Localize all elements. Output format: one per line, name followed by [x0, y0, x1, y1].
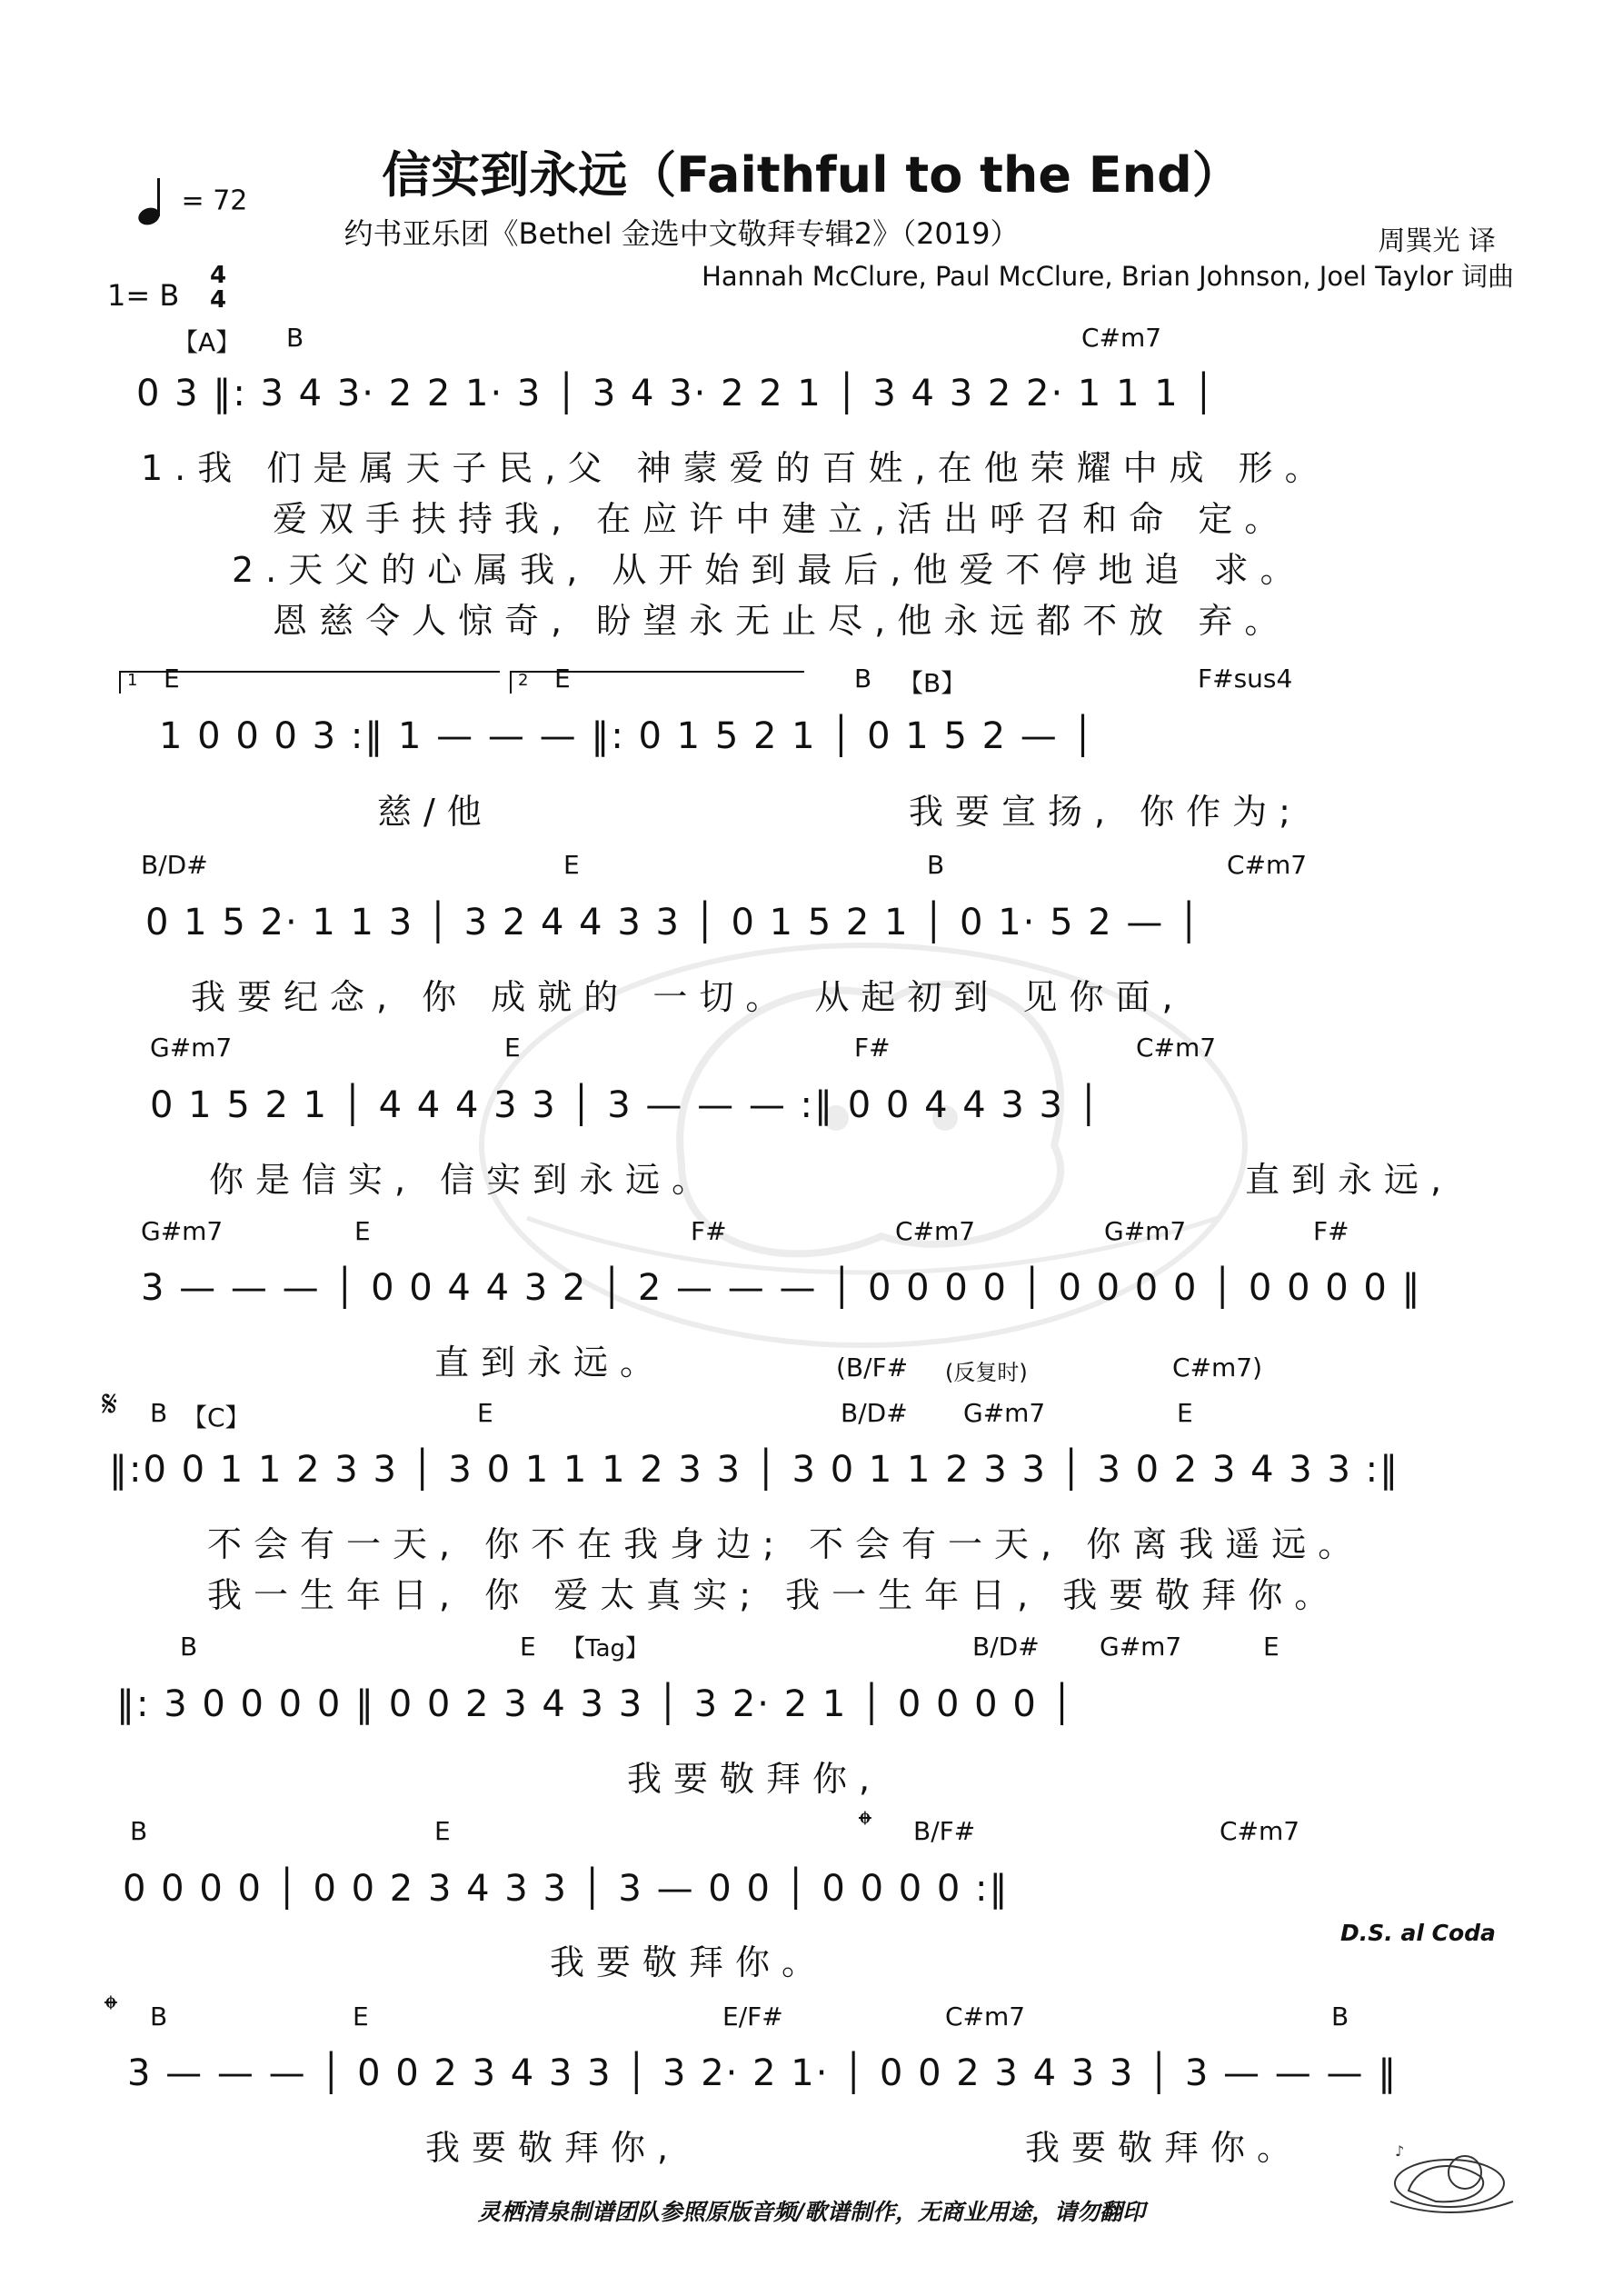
time-sig-top: 4	[209, 262, 227, 289]
chord: E	[354, 1216, 371, 1246]
lyric-line: 直到永远,	[1245, 1160, 1454, 1200]
lyric-line: 我要敬拜你。	[1025, 2128, 1304, 2168]
lyric-line: 我一生年日, 你 爱太真实; 我一生年日, 我要敬拜你。	[207, 1575, 1341, 1615]
chord: E	[353, 2002, 369, 2031]
chord: F#sus4	[1198, 664, 1293, 694]
chord: B	[1331, 2002, 1349, 2031]
lyric-line: 爱双手扶持我, 在应许中建立,活出呼召和命 定。	[273, 499, 1291, 539]
lyric-line: 我要敬拜你,	[425, 2128, 681, 2168]
chord: G#m7	[963, 1398, 1046, 1428]
section-c-mark: 【C】	[182, 1403, 251, 1433]
chord: B/D#	[141, 850, 208, 880]
alt-chord-note: (B/F#	[836, 1353, 909, 1383]
chord: F#	[854, 1033, 891, 1063]
volta-brackets	[118, 668, 809, 695]
chord: B	[150, 2002, 168, 2031]
translator-credit: 周巽光 译	[1378, 225, 1496, 257]
chord: C#m7	[895, 1216, 976, 1246]
publisher-logo	[1381, 2136, 1518, 2218]
chord: B	[854, 664, 872, 694]
chord: C#m7	[945, 2002, 1026, 2031]
chord: E/F#	[722, 2002, 783, 2031]
notation-line-8: 0 0 0 0 │ 0 0 2 3 4 3 3 │ 3 — 0 0 │ 0 0 0 0 :‖	[123, 1868, 1010, 1910]
chord: B	[286, 323, 304, 353]
svg-text:♪: ♪	[1395, 2142, 1405, 2160]
chord: C#m7	[1227, 850, 1308, 880]
segno-icon: 𝄋	[102, 1383, 118, 1425]
lyric-line: 我要宣扬, 你作为;	[909, 792, 1302, 832]
notation-line-6: ‖:0 0 1 1 2 3 3 │ 3 0 1 1 1 2 3 3 │ 3 0 1 1 2 3 3 │ 3 0 2 3 4 3 3 :‖	[109, 1449, 1400, 1491]
chord: F#	[1313, 1216, 1349, 1246]
lyric-line: 我要纪念, 你 成就的 一切。 从起初到 见你面,	[191, 977, 1185, 1017]
chord: E	[164, 664, 180, 694]
lyric-line: 我要敬拜你。	[550, 1942, 829, 1982]
notation-line-9: 3 — — — │ 0 0 2 3 4 3 3 │ 3 2· 2 1· │ 0 0 2 3 4 3 3 │ 3 — — — ‖	[127, 2052, 1399, 2094]
time-signature	[207, 264, 229, 313]
section-tag-mark: 【Tag】	[562, 1635, 650, 1662]
chord: B	[150, 1398, 168, 1428]
chord: C#m7	[1136, 1033, 1217, 1063]
lyric-line: 恩慈令人惊奇, 盼望永无止尽,他永远都不放 弃。	[273, 601, 1291, 641]
chord: E	[434, 1816, 451, 1846]
song-title: 信实到永远（Faithful to the End）	[382, 146, 1241, 204]
songwriter-credits: Hannah McClure, Paul McClure, Brian Johnson, Joel Taylor 词曲	[702, 261, 1514, 292]
notation-line-3: 0 1 5 2· 1 1 3 │ 3 2 4 4 3 3 │ 0 1 5 2 1 │ 0 1· 5 2 — │	[145, 902, 1202, 943]
coda-icon: 𝄌	[105, 1989, 117, 2031]
chord: G#m7	[150, 1033, 233, 1063]
chord: E	[563, 850, 580, 880]
volta-2-label: 2	[518, 671, 529, 690]
notation-line-7: ‖: 3 0 0 0 0 ‖ 0 0 2 3 4 3 3 │ 3 2· 2 1 │ 0 0 0 0 │	[116, 1683, 1075, 1725]
chord: E	[520, 1632, 536, 1662]
lyric-line: 慈/他	[377, 792, 493, 832]
lyric-line: 你是信实, 信实到永远。	[209, 1160, 719, 1200]
section-b-mark: 【B】	[898, 668, 967, 698]
repeat-note: (反复时)	[945, 1360, 1028, 1385]
chord: E	[477, 1398, 493, 1428]
chord: B/F#	[913, 1816, 976, 1846]
chord: B	[180, 1632, 198, 1662]
notation-line-5: 3 — — — │ 0 0 4 4 3 2 │ 2 — — — │ 0 0 0 0 │ 0 0 0 0 │ 0 0 0 0 ‖	[141, 1267, 1422, 1309]
chord: C#m7	[1081, 323, 1162, 353]
chord: E	[554, 664, 571, 694]
volta-1-label: 1	[127, 671, 138, 690]
chord: B	[130, 1816, 148, 1846]
chord: G#m7	[141, 1216, 224, 1246]
lyric-line: 我要敬拜你,	[627, 1759, 882, 1799]
notation-line-2: 1 0 0 0 3 :‖ 1 — — — ‖: 0 1 5 2 1 │ 0 1 5 2 — │	[159, 715, 1096, 757]
chord: B/D#	[972, 1632, 1040, 1662]
key-signature: 1= B	[107, 278, 180, 313]
time-sig-bottom: 4	[209, 286, 227, 314]
coda-icon: 𝄌	[859, 1804, 871, 1846]
notation-line-1: 0 3 ‖: 3 4 3· 2 2 1· 3 │ 3 4 3· 2 2 1 │ 3 4 3 2 2· 1 1 1 │	[136, 373, 1217, 414]
album-subtitle: 约书亚乐团《Bethel 金选中文敬拜专辑2》（2019）	[344, 216, 1020, 251]
chord: E	[1177, 1398, 1193, 1428]
footer-notice: 灵栖清泉制谱团队参照原版音频/歌谱制作，无商业用途，请勿翻印	[477, 2199, 1146, 2225]
lyric-line: 2.天父的心属我, 从开始到最后,他爱不停地追 求。	[232, 550, 1307, 590]
notation-line-4: 0 1 5 2 1 │ 4 4 4 3 3 │ 3 — — — :‖ 0 0 4 4 3 3 │	[150, 1084, 1101, 1126]
chord: F#	[691, 1216, 727, 1246]
chord: E	[504, 1033, 521, 1063]
alt-chord-note: C#m7)	[1172, 1353, 1263, 1383]
lyric-line: 不会有一天, 你不在我身边; 不会有一天, 你离我遥远。	[207, 1524, 1365, 1564]
ds-al-coda: D.S. al Coda	[1340, 1920, 1496, 1946]
chord: C#m7	[1220, 1816, 1300, 1846]
section-a-mark: 【A】	[173, 327, 242, 357]
chord: G#m7	[1100, 1632, 1182, 1662]
lyric-line: 直到永远。	[434, 1343, 667, 1383]
tempo-value: = 72	[181, 185, 248, 217]
chord: B/D#	[841, 1398, 908, 1428]
chord: G#m7	[1104, 1216, 1187, 1246]
chord: B	[927, 850, 945, 880]
lyric-line: 1.我 们是属天子民,父 神蒙爱的百姓,在他荣耀中成 形。	[141, 448, 1331, 488]
chord: E	[1263, 1632, 1279, 1662]
